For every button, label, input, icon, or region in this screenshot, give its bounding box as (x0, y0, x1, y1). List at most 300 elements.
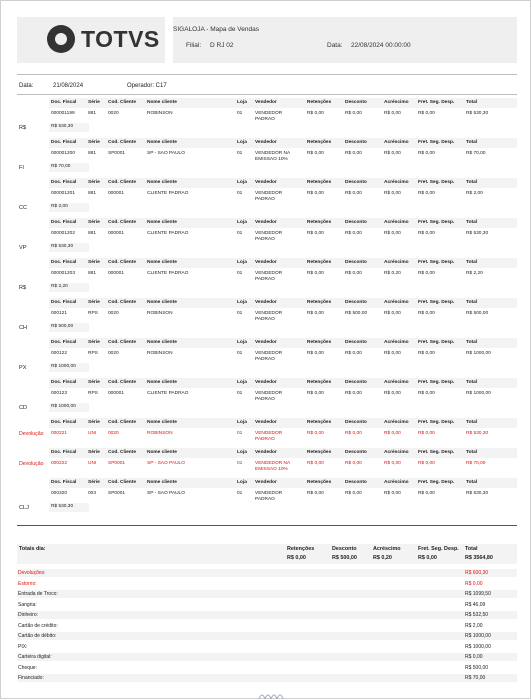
table-cell: R$ 0,00 (345, 491, 362, 496)
table-cell: R$ 530,30 (466, 491, 489, 496)
column-header: Desconto (345, 480, 367, 485)
payment-value: R$ 1000,00 (51, 404, 76, 409)
column-header: Loja (237, 480, 247, 485)
column-header: Fret. Seg. Desp. (418, 180, 455, 185)
column-header: Nome cliente (147, 340, 177, 345)
table-cell: R$ 0,00 (418, 271, 435, 276)
table-cell: UNI (88, 431, 97, 436)
table-cell: 01 (237, 191, 243, 196)
payment-value: R$ 2,00 (51, 204, 68, 209)
table-cell: R$ 70,00 (466, 151, 486, 156)
table-cell: R$ 70,00 (466, 461, 486, 466)
summary-label: Cheque: (18, 664, 37, 671)
totals-desconto: R$ 500,00 (332, 555, 357, 561)
summary-row (17, 611, 517, 619)
column-header: Desconto (345, 100, 367, 105)
table-cell: R$ 500,00 (345, 311, 368, 316)
column-header: Doc. Fiscal (51, 420, 77, 425)
column-header: Acréscimo (384, 450, 409, 455)
column-header: Total (466, 420, 478, 425)
column-header: Doc. Fiscal (51, 450, 77, 455)
column-header: Nome cliente (147, 420, 177, 425)
column-header: Retenções (307, 300, 332, 305)
table-cell: VENDEDOR PADRAO (255, 351, 283, 362)
table-cell: R$ 2,00 (466, 191, 483, 196)
column-header: Vendedor (255, 220, 277, 225)
payment-method-label: PX (19, 365, 27, 371)
table-cell: VENDEDOR PADRAO (255, 391, 283, 402)
table-cell: R$ 0,00 (307, 151, 324, 156)
table-cell: 000121 (51, 311, 68, 316)
table-cell: R$ 0,00 (345, 271, 362, 276)
column-header: Série (88, 100, 100, 105)
brand-name: TOTVS (81, 26, 160, 52)
column-header: Loja (237, 180, 247, 185)
table-cell: R$ 0,00 (345, 461, 362, 466)
column-header: Vendedor (255, 340, 277, 345)
column-header: Doc. Fiscal (51, 340, 77, 345)
payment-method-label: FI (19, 165, 24, 171)
table-cell: R$ 0,00 (418, 391, 435, 396)
totals-frete: R$ 0,00 (418, 555, 437, 561)
table-cell: R$ 0,00 (345, 191, 362, 196)
table-cell: R$ 0,00 (418, 191, 435, 196)
table-cell: 01 (237, 431, 243, 436)
devolucao-label: Devolução (19, 431, 44, 437)
table-cell: R$ 0,00 (384, 461, 401, 466)
divider (17, 525, 517, 526)
table-cell: VENDEDOR PADRAO (255, 111, 283, 122)
column-header: Fret. Seg. Desp. (418, 450, 455, 455)
table-cell: R$ 0,00 (345, 351, 362, 356)
table-cell: R$ 2,20 (466, 271, 483, 276)
column-header: Cod. Cliente (108, 480, 136, 485)
table-cell: 000001202 (51, 231, 76, 236)
totals-label: Totais dia: (19, 546, 46, 552)
column-header: Loja (237, 380, 247, 385)
totals-acrescimo: R$ 0,20 (373, 555, 392, 561)
table-cell: VENDEDOR NA EMISSAO 10% (255, 151, 290, 162)
totals-bar (17, 544, 517, 564)
column-header: Acréscimo (384, 480, 409, 485)
column-header: Acréscimo (384, 380, 409, 385)
summary-value: R$ 500,00 (465, 664, 489, 671)
totals-header-total: Total (465, 546, 478, 552)
column-header: Retenções (307, 220, 332, 225)
summary-value: R$ 46,09 (465, 601, 486, 608)
column-header: Acréscimo (384, 220, 409, 225)
column-header: Série (88, 480, 100, 485)
column-header: Cod. Cliente (108, 450, 136, 455)
report-title: SIGALOJA - Mapa de Vendas (173, 26, 259, 33)
payment-method-label: R$ (19, 125, 27, 131)
summary-label: Entrada de Troco: (18, 591, 58, 597)
column-header: Retenções (307, 380, 332, 385)
column-header: Fret. Seg. Desp. (418, 140, 455, 145)
table-cell: SP0001 (108, 461, 126, 466)
column-header: Loja (237, 100, 247, 105)
summary-label: Estorno: (18, 580, 37, 587)
column-header: Total (466, 100, 478, 105)
table-cell: 01 (237, 391, 243, 396)
table-cell: R$ 0,00 (384, 111, 401, 116)
table-cell: R$ 0,00 (307, 111, 324, 116)
table-cell: R$ 0,00 (418, 231, 435, 236)
table-cell: 000001199 (51, 111, 75, 116)
column-header: Desconto (345, 450, 367, 455)
table-cell: VENDEDOR PADRAO (255, 191, 283, 202)
column-header: Nome cliente (147, 380, 177, 385)
column-header: Vendedor (255, 100, 277, 105)
table-cell: R$ 0,00 (307, 271, 324, 276)
payment-value: R$ 530,30 (51, 244, 74, 249)
summary-value: R$ 0,00 (465, 580, 483, 587)
table-cell: R$ 0,00 (418, 431, 435, 436)
payment-method-label: CC (19, 205, 28, 211)
table-cell: 881 (88, 271, 97, 276)
column-header: Série (88, 340, 100, 345)
column-header: Retenções (307, 100, 332, 105)
column-header: Série (88, 380, 100, 385)
table-cell: R$ 0,00 (384, 351, 401, 356)
table-cell: R$ 0,00 (307, 311, 324, 316)
column-header: Retenções (307, 480, 332, 485)
totvs-logo-icon (47, 25, 75, 53)
payment-value: R$ 2,20 (51, 284, 68, 289)
logo-panel (17, 17, 165, 63)
column-header: Loja (237, 220, 247, 225)
column-header: Desconto (345, 380, 367, 385)
table-cell: RPS (88, 391, 98, 396)
report-header (173, 17, 517, 63)
column-header: Fret. Seg. Desp. (418, 300, 455, 305)
table-cell: R$ 0,00 (384, 431, 401, 436)
column-header: Vendedor (255, 140, 277, 145)
header-date-label: Data: (327, 42, 343, 49)
column-header: Cod. Cliente (108, 300, 136, 305)
table-cell: VENDEDOR NA EMISSAO 10% (255, 461, 290, 472)
column-header: Desconto (345, 420, 367, 425)
table-cell: 01 (237, 151, 243, 156)
summary-value: R$ 532,50 (465, 612, 489, 618)
summary-row (17, 653, 517, 661)
column-header: Fret. Seg. Desp. (418, 380, 455, 385)
table-cell: ROBINSON (147, 311, 173, 316)
summary-value: R$ 1000,00 (465, 633, 491, 639)
table-cell: ROBINSON (147, 111, 173, 116)
summary-row (17, 590, 517, 598)
table-cell: 881 (88, 231, 97, 236)
table-cell: R$ 0,00 (307, 351, 324, 356)
table-cell: 000001 (108, 231, 125, 236)
table-cell: SP - SAO PAULO (147, 151, 185, 156)
column-header: Cod. Cliente (108, 420, 136, 425)
table-cell: R$ 0,00 (418, 151, 435, 156)
column-header: Série (88, 420, 100, 425)
column-header: Fret. Seg. Desp. (418, 220, 455, 225)
meta-date-label: Data: (19, 83, 34, 89)
column-header: Desconto (345, 300, 367, 305)
column-header: Doc. Fiscal (51, 100, 77, 105)
summary-row (17, 643, 517, 651)
payment-method-label: CH (19, 325, 28, 331)
column-header: Doc. Fiscal (51, 480, 77, 485)
table-cell: VENDEDOR PADRAO (255, 231, 283, 242)
table-cell: 000221 (51, 431, 68, 436)
column-header: Total (466, 260, 478, 265)
summary-row (17, 601, 517, 609)
column-header: Acréscimo (384, 340, 409, 345)
payment-method-label: VP (19, 245, 27, 251)
table-cell: R$ 0,00 (307, 391, 324, 396)
column-header: Retenções (307, 180, 332, 185)
column-header: Loja (237, 420, 247, 425)
table-cell: 000001201 (51, 191, 76, 196)
table-cell: 01 (237, 271, 243, 276)
column-header: Total (466, 480, 478, 485)
summary-label: Cartão de débito: (18, 633, 57, 639)
table-cell: 000001 (108, 191, 125, 196)
column-header: Série (88, 220, 100, 225)
column-header: Acréscimo (384, 420, 409, 425)
table-cell: R$ 530,30 (466, 111, 489, 116)
table-cell: VENDEDOR PADRAO (255, 431, 283, 442)
summary-label: Dinheiro: (18, 612, 39, 618)
column-header: Total (466, 220, 478, 225)
summary-value: R$ 70,00 (465, 675, 486, 681)
column-header: Fret. Seg. Desp. (418, 340, 455, 345)
column-header: Total (466, 300, 478, 305)
table-cell: R$ 1000,00 (466, 391, 491, 396)
table-cell: R$ 0,00 (345, 431, 362, 436)
column-header: Total (466, 340, 478, 345)
table-cell: 000001200 (51, 151, 76, 156)
column-header: Vendedor (255, 260, 277, 265)
summary-value: R$ 600,30 (465, 570, 489, 576)
table-cell: R$ 0,00 (307, 461, 324, 466)
table-cell: 01 (237, 111, 243, 116)
column-header: Loja (237, 340, 247, 345)
payment-value: R$ 530,30 (51, 124, 74, 129)
summary-label: Sangria: (18, 601, 37, 608)
column-header: Acréscimo (384, 300, 409, 305)
table-cell: R$ 0,00 (418, 311, 435, 316)
table-cell: R$ 0,00 (384, 231, 401, 236)
summary-row (17, 622, 517, 630)
totals-total: R$ 3564,80 (465, 555, 493, 561)
totals-header-frete: Fret. Seg. Desp. (418, 546, 459, 552)
table-cell: R$ 530,30 (466, 431, 489, 436)
summary-value: R$ 2,00 (465, 622, 483, 629)
column-header: Desconto (345, 340, 367, 345)
table-cell: RPS (88, 351, 98, 356)
summary-row (17, 632, 517, 640)
table-cell: VENDEDOR PADRAO (255, 271, 283, 282)
table-cell: 003 (88, 491, 97, 496)
column-header: Total (466, 140, 478, 145)
summary-label: Cartão de crédito: (18, 622, 58, 629)
table-cell: R$ 530,30 (466, 231, 489, 236)
column-header: Série (88, 140, 100, 145)
column-header: Vendedor (255, 420, 277, 425)
column-header: Nome cliente (147, 480, 177, 485)
table-cell: SP0001 (108, 151, 126, 156)
table-cell: CLIENTE PADRAO (147, 191, 189, 196)
column-header: Retenções (307, 420, 332, 425)
table-cell: ROBINSON (147, 351, 173, 356)
column-header: Retenções (307, 140, 332, 145)
table-cell: 000123 (51, 391, 68, 396)
table-cell: R$ 0,00 (384, 311, 401, 316)
column-header: Nome cliente (147, 220, 177, 225)
table-cell: CLIENTE PADRAO (147, 271, 189, 276)
table-cell: UNI (88, 461, 97, 466)
table-cell: 0020 (108, 311, 119, 316)
payment-value: R$ 500,00 (51, 324, 74, 329)
table-cell: R$ 0,00 (384, 151, 401, 156)
column-header: Cod. Cliente (108, 340, 136, 345)
table-cell: 01 (237, 491, 243, 496)
column-header: Retenções (307, 450, 332, 455)
table-cell: R$ 0,00 (418, 351, 435, 356)
column-header: Cod. Cliente (108, 140, 136, 145)
table-cell: CLIENTE PADRAO (147, 231, 189, 236)
table-cell: RPS (88, 311, 98, 316)
column-header: Doc. Fiscal (51, 380, 77, 385)
table-cell: 881 (88, 151, 97, 156)
column-header: Vendedor (255, 450, 277, 455)
column-header: Total (466, 450, 478, 455)
payment-value: R$ 70,00 (51, 164, 71, 169)
column-header: Acréscimo (384, 260, 409, 265)
table-cell: 000001 (108, 271, 125, 276)
column-header: Vendedor (255, 300, 277, 305)
column-header: Cod. Cliente (108, 100, 136, 105)
header-date-value: 22/08/2024 00:00:00 (351, 42, 411, 49)
column-header: Doc. Fiscal (51, 260, 77, 265)
table-cell: 01 (237, 231, 243, 236)
column-header: Loja (237, 300, 247, 305)
table-cell: 881 (88, 111, 97, 116)
totals-retencoes: R$ 0,00 (287, 555, 306, 561)
summary-label: Devoluções: (18, 570, 46, 576)
column-header: Fret. Seg. Desp. (418, 420, 455, 425)
column-header: Nome cliente (147, 300, 177, 305)
column-header: Desconto (345, 220, 367, 225)
column-header: Fret. Seg. Desp. (418, 260, 455, 265)
table-cell: 0020 (108, 431, 119, 436)
summary-row (17, 674, 517, 682)
column-header: Série (88, 260, 100, 265)
column-header: Retenções (307, 260, 332, 265)
column-header: Doc. Fiscal (51, 180, 77, 185)
divider (17, 94, 517, 95)
column-header: Vendedor (255, 480, 277, 485)
table-cell: 01 (237, 461, 243, 466)
column-header: Nome cliente (147, 450, 177, 455)
table-cell: SP - SAO PAULO (147, 461, 185, 466)
table-cell: R$ 0,00 (345, 391, 362, 396)
column-header: Série (88, 450, 100, 455)
table-cell: R$ 500,00 (466, 311, 489, 316)
summary-label: Carteira digital: (18, 654, 52, 660)
table-cell: 000320 (51, 491, 68, 496)
table-cell: 000001 (108, 391, 125, 396)
payment-method-label: CLJ (19, 505, 29, 511)
table-cell: R$ 0,00 (418, 111, 435, 116)
payment-method-label: CD (19, 405, 28, 411)
table-cell: R$ 0,00 (418, 491, 435, 496)
column-header: Nome cliente (147, 260, 177, 265)
table-cell: R$ 0,00 (307, 431, 324, 436)
signature-icon (257, 690, 287, 699)
column-header: Desconto (345, 260, 367, 265)
column-header: Cod. Cliente (108, 380, 136, 385)
table-cell: CLIENTE PADRAO (147, 391, 189, 396)
table-cell: R$ 0,00 (345, 111, 362, 116)
column-header: Série (88, 300, 100, 305)
filial-label: Filial: (186, 42, 202, 49)
table-cell: 01 (237, 311, 243, 316)
table-cell: 000001203 (51, 271, 76, 276)
column-header: Acréscimo (384, 100, 409, 105)
table-cell: 0020 (108, 351, 119, 356)
column-header: Nome cliente (147, 180, 177, 185)
totals-header-retencoes: Retenções (287, 546, 315, 552)
summary-value: R$ 0,00 (465, 654, 483, 660)
table-cell: R$ 0,00 (307, 191, 324, 196)
column-header: Retenções (307, 340, 332, 345)
column-header: Doc. Fiscal (51, 140, 77, 145)
column-header: Desconto (345, 180, 367, 185)
column-header: Loja (237, 140, 247, 145)
summary-row (17, 569, 517, 577)
column-header: Total (466, 180, 478, 185)
column-header: Vendedor (255, 180, 277, 185)
table-cell: 000222 (51, 461, 68, 466)
payment-value: R$ 530,30 (51, 504, 74, 509)
payment-value: R$ 1000,00 (51, 364, 76, 369)
column-header: Nome cliente (147, 100, 177, 105)
column-header: Nome cliente (147, 140, 177, 145)
summary-label: PIX: (18, 643, 28, 650)
column-header: Desconto (345, 140, 367, 145)
column-header: Série (88, 180, 100, 185)
table-cell: R$ 0,00 (345, 231, 362, 236)
table-cell: R$ 0,00 (384, 191, 401, 196)
meta-date-value: 21/08/2024 (53, 83, 84, 89)
column-header: Acréscimo (384, 140, 409, 145)
column-header: Fret. Seg. Desp. (418, 480, 455, 485)
operator-label: Operador: C17 (127, 83, 167, 89)
column-header: Cod. Cliente (108, 220, 136, 225)
totals-header-desconto: Desconto (332, 546, 357, 552)
table-cell: 000122 (51, 351, 68, 356)
column-header: Doc. Fiscal (51, 220, 77, 225)
filial-value: D RJ 02 (210, 42, 234, 49)
summary-value: R$ 1099,50 (465, 591, 491, 597)
column-header: Total (466, 380, 478, 385)
table-cell: R$ 0,00 (345, 151, 362, 156)
table-cell: 01 (237, 351, 243, 356)
table-cell: R$ 0,00 (384, 391, 401, 396)
table-cell: VENDEDOR PADRAO (255, 311, 283, 322)
table-cell: R$ 0,00 (418, 461, 435, 466)
column-header: Fret. Seg. Desp. (418, 100, 455, 105)
column-header: Loja (237, 260, 247, 265)
column-header: Acréscimo (384, 180, 409, 185)
table-cell: R$ 0,00 (384, 491, 401, 496)
